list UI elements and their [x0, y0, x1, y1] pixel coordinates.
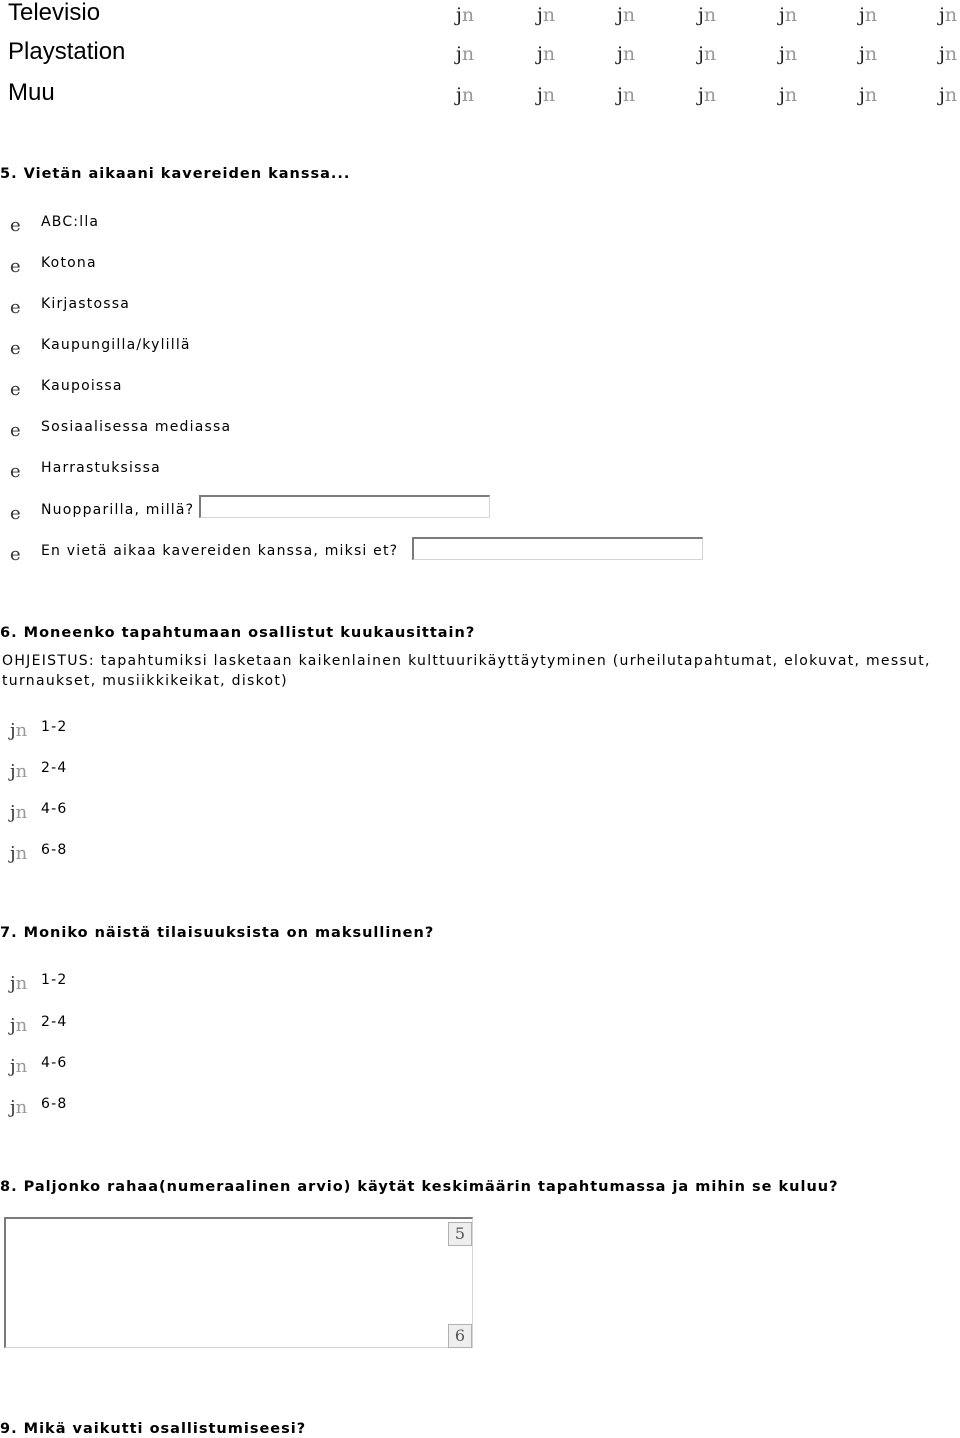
checkbox-icon[interactable]: jn — [537, 43, 556, 65]
option-label: 2-4 — [41, 1014, 68, 1030]
option-label: 6-8 — [41, 842, 68, 858]
nuopparilla-text-field[interactable] — [199, 495, 490, 518]
checkbox-icon[interactable]: jn — [859, 43, 878, 65]
q6-option-2-4[interactable] — [0, 757, 720, 787]
answer-textarea[interactable] — [4, 1217, 473, 1348]
checkbox-icon[interactable]: jn — [10, 761, 28, 782]
question-5-title: 5. Vietän aikaani kavereiden kanssa... — [0, 166, 351, 182]
option-abc[interactable] — [0, 211, 720, 241]
checkbox-icon[interactable]: jn — [456, 43, 475, 65]
option-label: 6-8 — [41, 1096, 68, 1112]
option-kaupoissa[interactable] — [0, 375, 720, 405]
option-kaupungilla[interactable] — [0, 334, 720, 364]
option-label: 1-2 — [41, 719, 68, 735]
checkbox-icon[interactable]: jn — [537, 4, 556, 26]
scroll-down-button[interactable]: 6 — [448, 1324, 472, 1348]
question-7-title: 7. Moniko näistä tilaisuuksista on maksullinen? — [0, 925, 435, 941]
radio-icon[interactable]: e — [10, 256, 21, 277]
checkbox-icon[interactable]: jn — [617, 4, 636, 26]
scroll-up-button[interactable]: 5 — [448, 1222, 472, 1246]
checkbox-icon[interactable]: jn — [10, 1015, 28, 1036]
option-label: Kotona — [41, 255, 97, 271]
q6-option-1-2[interactable] — [0, 716, 720, 746]
option-label: Kaupoissa — [41, 378, 123, 394]
checkbox-icon[interactable]: jn — [10, 1056, 28, 1077]
option-label: Nuopparilla, millä? — [41, 502, 195, 518]
checkbox-icon[interactable]: jn — [779, 84, 798, 106]
option-kotona[interactable] — [0, 252, 720, 282]
q6-option-4-6[interactable] — [0, 798, 720, 828]
checkbox-icon[interactable]: jn — [698, 84, 717, 106]
option-label: ABC:lla — [41, 214, 100, 230]
checkbox-icon[interactable]: jn — [859, 4, 878, 26]
option-label: 1-2 — [41, 972, 68, 988]
option-sosiaalisessa-mediassa[interactable] — [0, 416, 720, 446]
radio-icon[interactable]: e — [10, 544, 21, 565]
en-vieta-text-field[interactable] — [412, 537, 703, 560]
radio-icon[interactable]: e — [10, 420, 21, 441]
option-label: 4-6 — [41, 801, 68, 817]
checkbox-icon[interactable]: jn — [698, 4, 717, 26]
checkbox-icon[interactable]: jn — [939, 43, 958, 65]
radio-icon[interactable]: e — [10, 461, 21, 482]
question-8-title: 8. Paljonko rahaa(numeraalinen arvio) käytät keskimäärin tapahtumassa ja mihin se kuluu? — [0, 1179, 839, 1195]
grid-row-muu — [0, 80, 960, 120]
option-label: Sosiaalisessa mediassa — [41, 419, 232, 435]
question-6-title: 6. Moneenko tapahtumaan osallistut kuukausittain? — [0, 625, 476, 641]
grid-row-label: Muu — [8, 79, 55, 106]
grid-row-playstation — [0, 39, 960, 79]
q7-option-1-2[interactable] — [0, 969, 720, 999]
checkbox-icon[interactable]: jn — [537, 84, 556, 106]
option-label: Kaupungilla/kylillä — [41, 337, 191, 353]
checkbox-icon[interactable]: jn — [779, 4, 798, 26]
option-label: 4-6 — [41, 1055, 68, 1071]
q7-option-6-8[interactable] — [0, 1093, 720, 1123]
option-label: En vietä aikaa kavereiden kanssa, miksi et? — [41, 543, 399, 559]
option-harrastuksissa[interactable] — [0, 457, 720, 487]
checkbox-icon[interactable]: jn — [456, 84, 475, 106]
radio-icon[interactable]: e — [10, 503, 21, 524]
radio-icon[interactable]: e — [10, 297, 21, 318]
option-kirjastossa[interactable] — [0, 293, 720, 323]
q6-option-6-8[interactable] — [0, 839, 720, 869]
checkbox-icon[interactable]: jn — [698, 43, 717, 65]
checkbox-icon[interactable]: jn — [10, 973, 28, 994]
checkbox-icon[interactable]: jn — [10, 843, 28, 864]
checkbox-icon[interactable]: jn — [939, 84, 958, 106]
grid-row-label: Playstation — [8, 38, 126, 65]
grid-row-televisio — [0, 0, 960, 40]
option-label: Harrastuksissa — [41, 460, 161, 476]
q7-option-2-4[interactable] — [0, 1011, 720, 1041]
checkbox-icon[interactable]: jn — [859, 84, 878, 106]
radio-icon[interactable]: e — [10, 338, 21, 359]
radio-icon[interactable]: e — [10, 379, 21, 400]
option-label: 2-4 — [41, 760, 68, 776]
checkbox-icon[interactable]: jn — [779, 43, 798, 65]
checkbox-icon[interactable]: jn — [617, 84, 636, 106]
checkbox-icon[interactable]: jn — [939, 4, 958, 26]
question-6-instructions: OHJEISTUS: tapahtumiksi lasketaan kaikenlainen kulttuurikäyttäytyminen (urheilutapahtumat, elokuvat, messut, turnaukset, musiikkikeikat, diskot) — [2, 653, 931, 689]
option-label: Kirjastossa — [41, 296, 131, 312]
checkbox-icon[interactable]: jn — [10, 720, 28, 741]
question-9-title: 9. Mikä vaikutti osallistumiseesi? — [0, 1421, 307, 1437]
checkbox-icon[interactable]: jn — [456, 4, 475, 26]
grid-row-label: Televisio — [8, 0, 101, 26]
q7-option-4-6[interactable] — [0, 1052, 720, 1082]
checkbox-icon[interactable]: jn — [617, 43, 636, 65]
checkbox-icon[interactable]: jn — [10, 1097, 28, 1118]
radio-icon[interactable]: e — [10, 215, 21, 236]
checkbox-icon[interactable]: jn — [10, 802, 28, 823]
